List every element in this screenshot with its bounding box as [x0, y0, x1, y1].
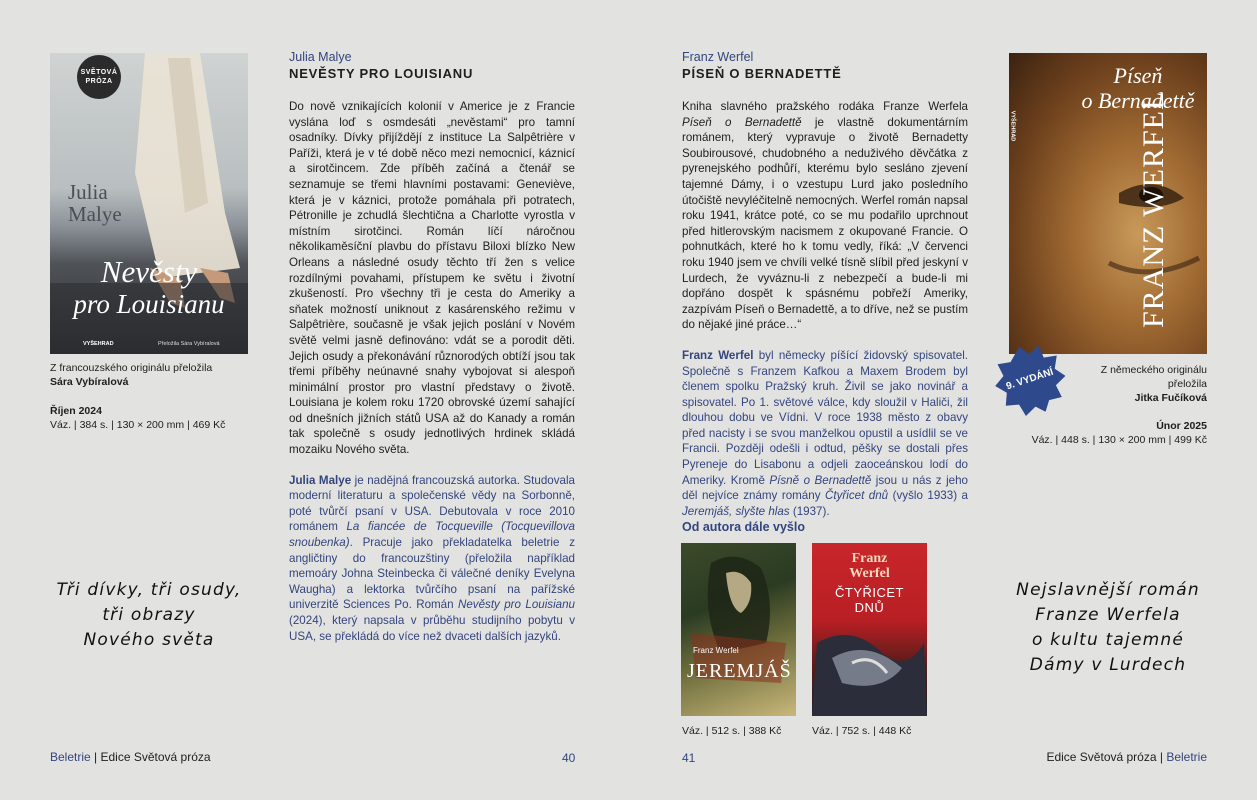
cover-illustration [681, 543, 796, 716]
book-cover-pisen-o-bernadette [1009, 53, 1207, 354]
right-article [682, 50, 968, 519]
book-description: Do nově vznikajících kolonií v Americe je z Francie vyslána loď s osmdesáti „nevěstami“ pro tamní osadníky. Dívky přijíždějí z instituce La Salpêtrière v Paříži, která je v té době něco mezi nemocnicí, káznicí a sirotčincem. Zde příběh začíná a čtenář se seznamuje se třemi hlavními postavami: Geneviève, která je v káznici, protože pomáhala při potratech, Pétronille je zchudlá šlechtična a Charlotte vyrostla v místním sirotčinci. Román líčí náročnou několikaměsíční plavbu do přístavu Biloxi blízko New Orleans a následné osudy těchto tří žen s velice rozdílnými povahami, přístupem ke světu i životní zkušeností. Pro všechny tři je cesta do Ameriky a sňatek možností uniknout z kasárenského režimu v Salpêtrière, současně je však jejich poslání v Novém světě velmi jasně definováno: vdát se a porodit děti. Jejich osudy a překonávání různorodých obtíží jsou tak třemi příběhy neúnavné snahy vybojovat si alespoň minimální prostor pro vlastní představy o životě. Louisiana je kolem roku 1720 obrovské území sahající od dnešních jižních států USA až do Kanady a román tak společně s osudy jednotlivých hrdinek skládá mozaiku Nového světa. [289, 100, 575, 457]
cover-title: Píseň o Bernadettě [1081, 63, 1195, 113]
book-description: Kniha slavného pražského rodáka Franze Werfela Píseň o Bernadettě je vlastně dokumentárním románem, který vypravuje o životě Bernadetty Soubirousové, chudobného a neduživého děvčátka z pyrenejského podhůří, kterému bylo sesláno zjevení tajemné Dámy, i o vzestupu Lurd jako posledního útočiště nevyléčitelně nemocných. Werfel román napsal roku 1941, krátce poté, co se mu podařilo uprchnout před hitlerovským nacismem z okupované Francie. O pohnutkách, které ho k tomu vedly, říká: „V červenci roku 1940 jsem ve chvíli velké tísně slíbil před jeskyní v Lurdech, že vyváznu-li z nebezpečí a bude-li mi dopřáno dospět k spásnému pobřeží Ameriky, zazpívám Píseň o Bernadettě, a to dříve, než se pustím do nějaké jiné práce…“ [682, 100, 968, 332]
also-book-specs: Váz. | 512 s. | 388 Kč [682, 725, 782, 737]
left-tagline: Tři dívky, tři osudy, tři obrazy Nového světa [56, 580, 242, 650]
left-article [289, 50, 575, 644]
right-release-info: Únor 2025 Váz. | 448 s. | 130 × 200 mm | 499 Kč [1031, 420, 1207, 446]
also-published-heading: Od autora dále vyšlo [682, 520, 805, 534]
author-bio: Julia Malye je nadějná francouzská autorka. Studovala moderní literaturu a společenské vědy na Sorbonně, poté tvůrčí psaní v USA. Debutovala v roce 2010 románem La fiancée de Tocqueville (Tocquevillova snoubenka). Pracuje jako překladatelka beletrie z angličtiny do francouzštiny (přeložila například memoáry Johna Steinbecka či válečné deníky Evelyna Waugha) a lektorka tvůrčího psaní na pařížské univerzitě Sciences Po. Román Nevěsty pro Louisianu (2024), který napsala v průběhu studijního pobytu v USA, se překládá do více než dvaceti dalších jazyků. [289, 473, 576, 643]
cover-title: Nevěsty pro Louisianu [73, 254, 225, 319]
cover-author: FRANZ WERFEL [1137, 90, 1170, 328]
book-cover-nevesty [50, 53, 248, 354]
left-footer: Beletrie | Edice Světová próza [50, 750, 211, 764]
right-footer: Edice Světová próza | Beletrie [1046, 750, 1207, 764]
cover-translator: Přeložila Sára Vybíralová [158, 341, 220, 347]
book-title: NEVĚSTY PRO LOUISIANU [289, 66, 474, 81]
left-translation-note: Z francouzského originálu přeložila Sára Vybíralová [50, 362, 213, 388]
page-number-right: 41 [682, 751, 696, 765]
left-release-info: Říjen 2024 Váz. | 384 s. | 130 × 200 mm | 469 Kč [50, 405, 226, 431]
cover-author: Franz Werfel [693, 646, 739, 655]
book-cover-ctyricet-dnu [812, 543, 927, 716]
also-book-specs: Váz. | 752 s. | 448 Kč [812, 725, 912, 737]
cover-publisher: VYŠEHRAD [83, 341, 114, 347]
right-translation-note: Z německého originálu přeložila Jitka Fučíková [1100, 364, 1207, 404]
book-cover-jeremjas [681, 543, 796, 716]
right-tagline: Nejslavnější román Franze Werfela o kultu tajemné Dámy v Lurdech [1016, 580, 1200, 675]
author-bio: Franz Werfel byl německy píšící židovský spisovatel. Společně s Franzem Kafkou a Maxem Brodem byl členem spolku Pražský kruh. Živil se jako novinář a spisovatel. Po 1. světové válce, kdy sloužil v Haliči, žil dlouhou dobu ve Vídni. V roce 1938 město z obavy před nacisty i se svou manželkou opustil a usídlil se ve Francii. Později odešli i odtud, pěšky se dostali přes Pyreneje do Lisabonu a odjeli zaoceánskou lodí do Ameriky. Kromě Písně o Bernadettě jsou u nás z jeho děl nejvíce známy romány Čtyřicet dnů (vyšlo 1933) a Jeremjáš, slyšte hlas (1937). [682, 348, 968, 518]
edition-badge-label: 9. VYDÁNÍ [1004, 366, 1055, 393]
cover-title: JEREMJÁŠ [687, 660, 792, 682]
cover-title: ČTYŘICET DNŮ [835, 585, 904, 615]
book-author: Julia Malye [289, 50, 352, 64]
book-author: Franz Werfel [682, 50, 754, 64]
cover-publisher: VYŠEHRAD [1009, 110, 1016, 142]
cover-author: Franz Werfel [849, 551, 890, 581]
page-number-left: 40 [562, 751, 576, 765]
cover-author: Julia Malye [68, 180, 122, 226]
book-title: PÍSEŇ O BERNADETTĚ [682, 66, 842, 81]
cover-series-badge: SVĚTOVÁ PRÓZA [77, 55, 121, 99]
